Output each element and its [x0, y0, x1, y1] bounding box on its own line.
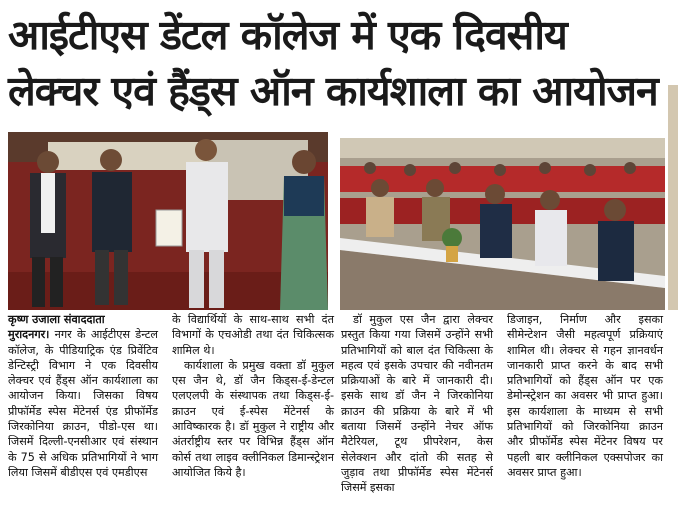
- column-2-paragraph-2: कार्यशाला के प्रमुख वक्ता डॉ मुकुल एस जैन थे, डॉ जैन किड्स-ई-डेन्टल एलएलपी के संस्थापक तथा किड्स-ई-क्राउन एवं ई-स्पेस मेंटेनर्स के आविष्कारक है। डॉ मुकुल ने राष्ट्रीय और अंतर्राष्ट्रीय स्तर पर विभिन्न हैंड्स ऑन कोर्स तथा लाइव क्लीनिकल डिमान्स्ट्रेशन आयोजित किये है।: [172, 358, 334, 479]
- column-3-paragraph-1: डॉ मुकुल एस जैन द्वारा लेक्चर प्रस्तुत किया गया जिसमें उन्होंने सभी प्रतिभागियों को बाल दंत चिकित्सा के महत्व एवं इसके उपचार की नवीनतम प्रक्रियाओं के बारे में जानकारी दी। इसके साथ डॉ जैन ने जिरकोनिया क्राउन की प्रक्रिया के बारे में भी बताया जिसमें उन्होंने नेचर ऑफ मैटेरियल, टूथ प्रीपरेशन, केस सेलेक्शन और दांतो की सतह से जुड़ाव तथा प्रीफॉर्मेड स्पेस मेंटेनर्स जिसमें इसका: [341, 313, 493, 495]
- award-presentation-illustration: [8, 132, 328, 310]
- dateline: मुरादनगर।: [8, 328, 50, 342]
- column-1-text: नगर के आईटीएस डेन्टल कॉलेज, के पीडियाट्रिक एंड प्रिवेंटिव डेन्टिस्ट्री विभाग ने एक दिवसीय लेक्चर एवं हैंड्स ऑन कार्यशाला का आयोजन किया। जिसका विषय प्रीफॉर्मेड स्पेस मेंटेनर्स एंड प्रीफॉर्मेड जिरकोनिया क्राउन, पीडो-एस था। जिसमें दिल्ली-एनसीआर एवं संस्थान के 75 से अधिक प्रतिभागियों ने भाग लिया जिसमें बीडीएस एवं एमडीएस: [8, 328, 158, 479]
- seminar-audience-photo: [340, 138, 665, 310]
- article-column-4: [507, 312, 663, 480]
- article-column-3: [341, 312, 493, 496]
- article-column-1: [8, 312, 158, 480]
- byline: कृष्ण उजाला संवाददाता: [8, 313, 105, 326]
- seminar-audience-illustration: [340, 138, 665, 310]
- column-2-paragraph-1: के विद्यार्थियों के साथ-साथ सभी दंत विभागों के एचओडी तथा दंत चिकित्सक शामिल थे।: [172, 313, 334, 357]
- headline-line-2: लेक्चर एवं हैंड्स ऑन कार्यशाला का आयोजन: [8, 67, 658, 115]
- adjacent-photo-edge: [668, 85, 678, 310]
- column-4-paragraph-1: डिजाइन, निर्माण और इसका सीमेन्टेशन जैसी महत्वपूर्ण प्रक्रियाएं शामिल थी। लेक्चर से गहन ज्ञानवर्धन जानकारी प्राप्त करने के बाद सभी प्रतिभागियों को हैंड्स ऑन पर एक डेमोन्स्ट्रेशन का अवसर भी प्राप्त हुआ। इस कार्यशाला के माध्यम से सभी प्रतिभागियों को जिरकोनिया क्राउन और प्रीफॉर्मेड स्पेस मेंटेनर विषय पर पहली बार क्लीनिकल एक्सपोजर का अवसर प्राप्त हुआ।: [507, 313, 663, 479]
- article-column-2: [172, 312, 334, 480]
- headline-line-1: आईटीएस डेंटल कॉलेज में एक दिवसीय: [8, 11, 567, 59]
- award-presentation-photo: [8, 132, 328, 310]
